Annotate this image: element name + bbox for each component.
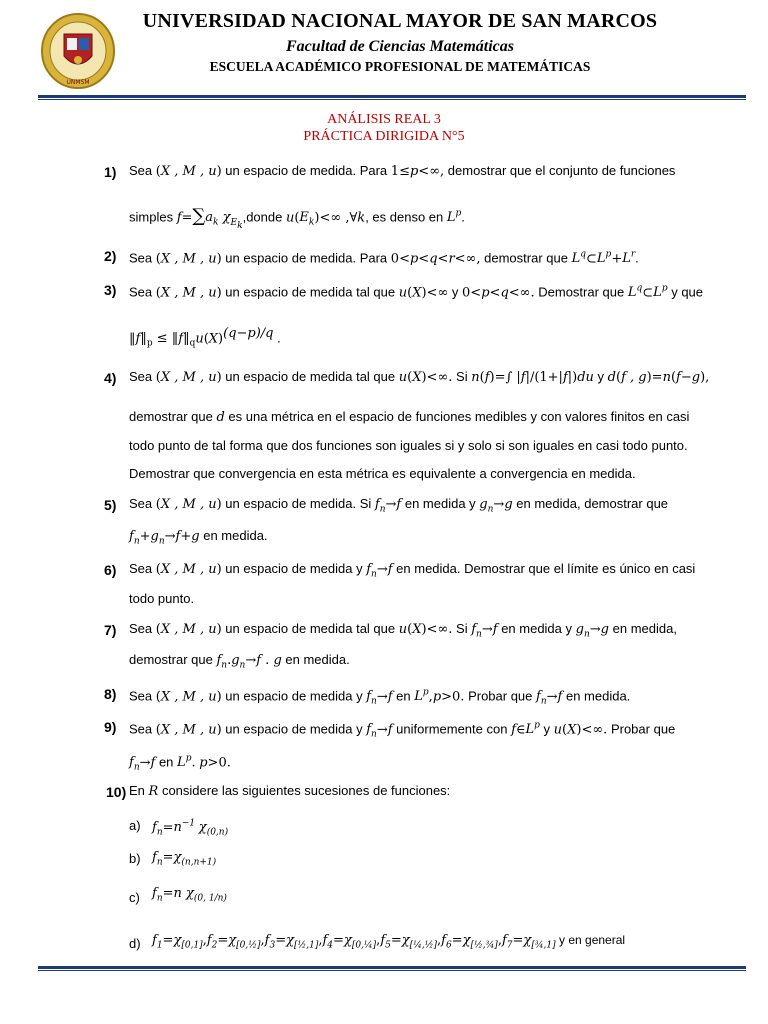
problem-7-line-2: demostrar que $f_n.g_n\to f$ . g en medida. — [129, 652, 350, 671]
problem-4-line-4: Demostrar que convergencia en esta métrica es equivalente a convergencia en medida. — [129, 466, 636, 481]
problem-4-line-1: Sea (X , M , u) un espacio de medida tal que u(X)<∞. Si n(f)=∫ |f|/(1+|f|)du y d(f , g)=n(f−g), — [129, 369, 710, 385]
problem-10-number: 10) — [106, 784, 127, 800]
problem-3-number: 3) — [104, 282, 117, 298]
footer-rule — [38, 966, 746, 969]
problem-4-line-3: todo punto de tal forma que dos funciones son iguales si y solo si son iguales en casi todo punto. — [129, 438, 688, 453]
item-c-label: c) — [129, 890, 140, 905]
item-b-label: b) — [129, 851, 141, 866]
problem-2-number: 2) — [104, 248, 117, 264]
problem-1-line-1: Sea (X , M , u) un espacio de medida. Para 1≤p<∞, demostrar que el conjunto de funciones — [129, 163, 676, 179]
university-name: UNIVERSIDAD NACIONAL MAYOR DE SAN MARCOS — [142, 10, 658, 32]
item-d-formula: $f_1=\chi_{[0,1]},f_2=\chi_{[0,\frac{1}{2}]},f_3=\chi_{[\frac{1}{2},1]},f_4=\chi_{[0,\frac{1}{4}]},f_5=\chi_{[\frac{1}{4},\frac{1}{2}]},f_6=\chi_{[\frac{1}{2},\frac{3}{4}]},f_7=\chi_{[\frac{3}{4},1]}$ y en general — [152, 933, 626, 951]
item-b-formula: $f_n=\chi_{(n,n+1)}$ — [152, 850, 217, 868]
problem-5-line-1: Sea (X , M , u) un espacio de medida. Si $f_n\to f$ en medida y $g_n\to g$ en medida, demostrar que — [129, 496, 669, 515]
problem-5-number: 5) — [104, 497, 117, 513]
practice-title: PRÁCTICA DIRIGIDA N°5 — [303, 129, 465, 144]
footer-rule-thin — [38, 970, 746, 971]
problem-9-line-1: Sea (X , M , u) un espacio de medida y $f_n\to f$ uniformemente con $f\in L^p$ y u(X)<∞. Probar que — [129, 721, 676, 740]
problem-6-number: 6) — [104, 562, 117, 578]
problem-10-line-1: En R considere las siguientes sucesiones de funciones: — [129, 783, 451, 799]
header-rule — [38, 95, 746, 98]
problem-1-line-2: simples $f=\sum a_k$ $\chi_{E_k},donde$ $u(E_k)<\infty$ ,∀k, es denso en $L^p$. — [129, 205, 465, 231]
problem-6-line-1: Sea (X , M , u) un espacio de medida y $f_n\to f$ en medida. Demostrar que el límite es único en casi — [129, 561, 696, 580]
faculty-name: Facultad de Ciencias Matemáticas — [286, 38, 514, 55]
item-c-formula: $f_n=n$ $\chi_{(0, 1/n)}$ — [152, 886, 227, 904]
problem-4-number: 4) — [104, 370, 117, 386]
svg-text:UNMSM: UNMSM — [66, 79, 90, 86]
problem-4-line-2: demostrar que d es una métrica en el espacio de funciones medibles y con valores finitos en casi — [129, 409, 690, 425]
problem-2-line-1: Sea (X , M , u) un espacio de medida. Para 0<p<q<r<∞, demostrar que $L^q\subset L^p+L^r$. — [129, 250, 639, 267]
item-d-label: d) — [129, 936, 141, 951]
school-name: ESCUELA ACADÉMICO PROFESIONAL DE MATEMÁTICAS — [209, 59, 591, 74]
problem-3-line-1: Sea (X , M , u) un espacio de medida tal que u(X)<∞ y 0<p<q<∞. Demostrar que $L^q\subset L^p$ y que — [129, 284, 704, 301]
problem-1-number: 1) — [104, 164, 117, 180]
header-rule-thin — [38, 99, 746, 100]
problem-7-number: 7) — [104, 622, 117, 638]
item-a-formula: $f_n=n^{-1}$ $\chi_{(0,n)}$ — [152, 819, 229, 838]
problem-8-line-1: Sea (X , M , u) un espacio de medida y $f_n\to f$ en $L^p,p>0$. Probar que $f_n\to f$ en medida. — [129, 688, 631, 707]
problem-9-number: 9) — [104, 719, 117, 735]
problem-5-line-2: $f_n+g_n\to f+g$ en medida. — [129, 528, 268, 547]
item-a-label: a) — [129, 818, 141, 833]
problem-9-line-2: $f_n\to f$ en $L^p$. p>0. — [129, 754, 231, 773]
problem-3-line-2: $‖f‖_p$ ≤ $‖f‖_qu(X)^{(q-p)/q}$ . — [129, 326, 281, 349]
problem-8-number: 8) — [104, 686, 117, 702]
problem-6-line-2: todo punto. — [129, 591, 195, 606]
problem-7-line-1: Sea (X , M , u) un espacio de medida tal que u(X)<∞. Si $f_n\to f$ en medida y $g_n\to g$ en medida, — [129, 621, 677, 640]
course-title: ANÁLISIS REAL 3 — [327, 112, 441, 127]
